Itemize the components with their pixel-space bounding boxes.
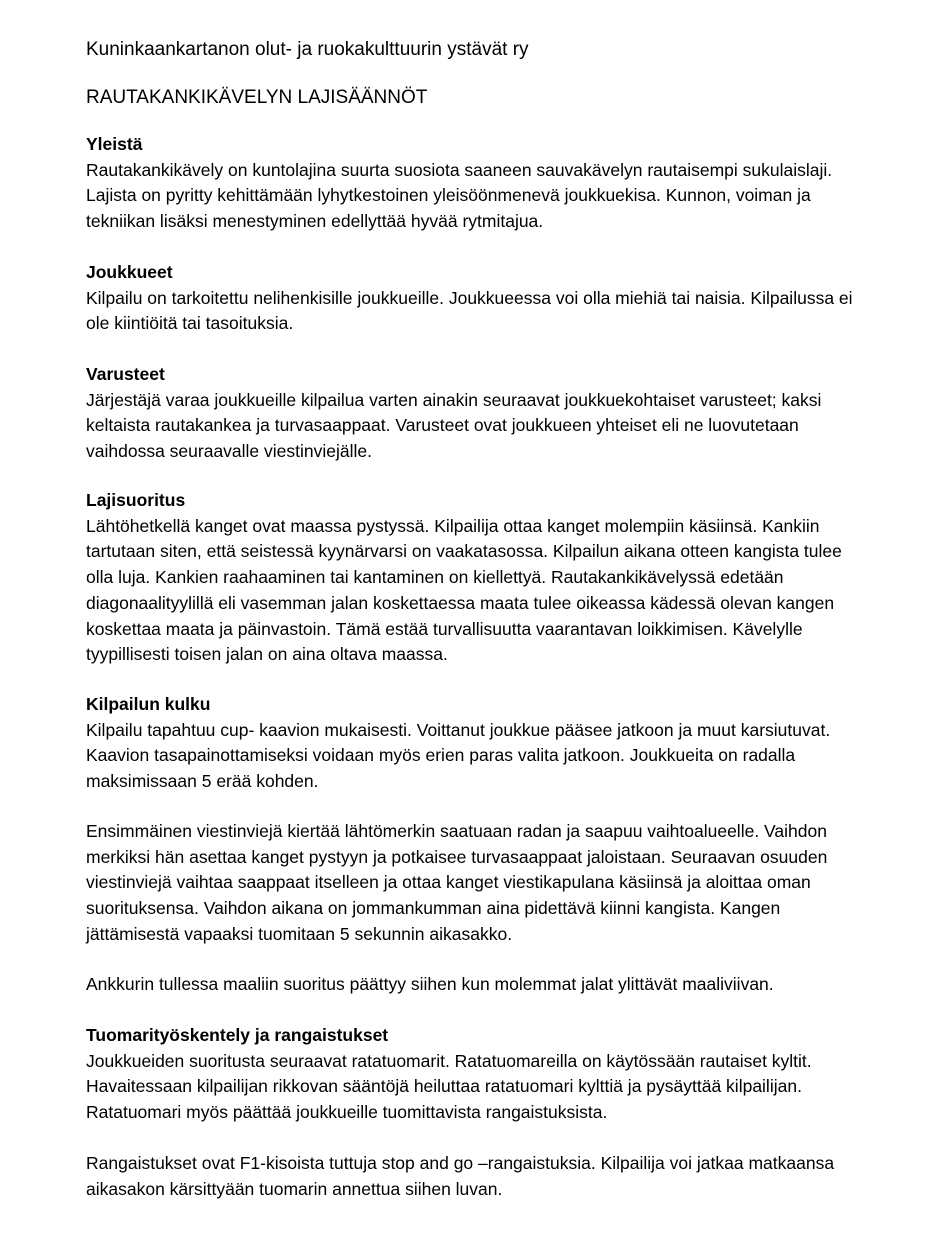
section-joukkueet	[86, 260, 946, 337]
section-heading: Yleistä	[86, 134, 143, 154]
paragraph-line: keltaista rautakankea ja turvasaappaat. Varusteet ovat joukkueen yhteiset eli ne luovutetaan	[86, 415, 799, 436]
section-heading: Kilpailun kulku	[86, 694, 211, 714]
paragraph-line: merkiksi hän asettaa kanget pystyyn ja potkaisee turvasaappaat jaloistaan. Seuraavan osuuden	[86, 846, 828, 867]
paragraph-line: maksimissaan 5 erää kohden.	[86, 771, 319, 792]
paragraph-line: Joukkueiden suoritusta seuraavat ratatuomarit. Ratatuomareilla on käytössään rautaiset kyltit.	[86, 1050, 812, 1071]
paragraph-line: Järjestäjä varaa joukkueille kilpailua varten ainakin seuraavat joukkuekohtaiset varusteet; kaksi	[86, 389, 822, 410]
section-yleista	[86, 132, 946, 235]
paragraph-line: vaihdossa seuraavalle viestinviejälle.	[86, 441, 372, 462]
paragraph-line: ole kiintiöitä tai tasoituksia.	[86, 313, 294, 334]
paragraph-line: jättämisestä vapaaksi tuomitaan 5 sekunnin aikasakko.	[86, 923, 513, 944]
section-kilpailun-kulku	[86, 692, 946, 795]
paragraph-line: Ratatuomari myös päättää joukkueille tuomittavista rangaistuksista.	[86, 1102, 608, 1123]
section-heading: Joukkueet	[86, 262, 173, 282]
section-heading: Varusteet	[86, 364, 165, 384]
paragraph-line: Kilpailu tapahtuu cup- kaavion mukaisesti. Voittanut joukkue pääsee jatkoon ja muut karsiutuvat.	[86, 719, 831, 740]
section-lajisuoritus	[86, 488, 946, 668]
paragraph-line: Kilpailu on tarkoitettu nelihenkisille joukkueille. Joukkueessa voi olla miehiä tai naisia. Kilpailussa ei	[86, 287, 853, 308]
paragraph-line: Havaitessaan kilpailijan rikkovan sääntöjä heiluttaa ratatuomari kylttiä ja pysäyttää kilpailijan.	[86, 1076, 802, 1097]
paragraph-line: Kaavion tasapainottamiseksi voidaan myös erien paras valita jatkoon. Joukkueita on radalla	[86, 745, 796, 766]
paragraph-line: Rangaistukset ovat F1-kisoista tuttuja stop and go –rangaistuksia. Kilpailija voi jatkaa matkaansa	[86, 1153, 835, 1173]
paragraph-line: tekniikan lisäksi menestyminen edellyttää hyvää rytmitajua.	[86, 211, 544, 232]
paragraph-line: Rautakankikävely on kuntolajina suurta suosiota saaneen sauvakävelyn rautaisempi sukulaislaji.	[86, 159, 833, 180]
section-heading: Lajisuoritus	[86, 490, 186, 510]
paragraph-line: suorituksensa. Vaihdon aikana on jommankumman aina pidettävä kiinni kangista. Kangen	[86, 898, 781, 919]
paragraph-rangaistukset	[86, 1151, 946, 1202]
paragraph-line: diagonaalityylillä eli vasemman jalan koskettaessa maata tulee oikeassa kädessä olevan kangen	[86, 592, 835, 613]
paragraph-line: Lähtöhetkellä kanget ovat maassa pystyssä. Kilpailija ottaa kanget molempiin käsiinsä. Kankiin	[86, 515, 820, 536]
section-tuomarityoskentely	[86, 1023, 946, 1126]
paragraph-line: olla luja. Kankien raahaaminen tai kantaminen on kiellettyä. Rautakankikävelyssä edetään	[86, 567, 784, 588]
paragraph-line: tartutaan siten, että seistessä kyynärvarsi on vaakatasossa. Kilpailun aikana otteen kangista tulee	[86, 541, 842, 562]
paragraph-line: Lajista on pyritty kehittämään lyhytkestoinen yleisöönmenevä joukkuekisa. Kunnon, voiman ja	[86, 185, 811, 206]
paragraph-line: koskettaa maata ja päinvastoin. Tämä estää turvallisuutta vaarantavan loikkimisen. Kävelylle	[86, 618, 803, 639]
paragraph-viestinvieja	[86, 819, 946, 948]
paragraph-line: Ankkurin tullessa maaliin suoritus päättyy siihen kun molemmat jalat ylittävät maaliviivan.	[86, 974, 774, 994]
paragraph-line: aikasakon kärsittyään tuomarin annettua siihen luvan.	[86, 1178, 503, 1199]
document-title: RAUTAKANKIKÄVELYN LAJISÄÄNNÖT	[86, 87, 428, 108]
organization-name: Kuninkaankartanon olut- ja ruokakulttuurin ystävät ry	[86, 39, 529, 60]
paragraph-line: viestinviejä vaihtaa saappaat itselleen ja ottaa kanget viestikapulana käsiinsä ja aloittaa oman	[86, 872, 811, 893]
paragraph-line: tyypillisesti toisen jalan on aina oltava maassa.	[86, 644, 448, 665]
section-varusteet	[86, 362, 946, 465]
paragraph-line: Ensimmäinen viestinviejä kiertää lähtömerkin saatuaan radan ja saapuu vaihtoalueelle. Vaihdon	[86, 821, 827, 841]
section-heading: Tuomarityöskentely ja rangaistukset	[86, 1025, 389, 1045]
paragraph-ankkuri	[86, 972, 946, 998]
